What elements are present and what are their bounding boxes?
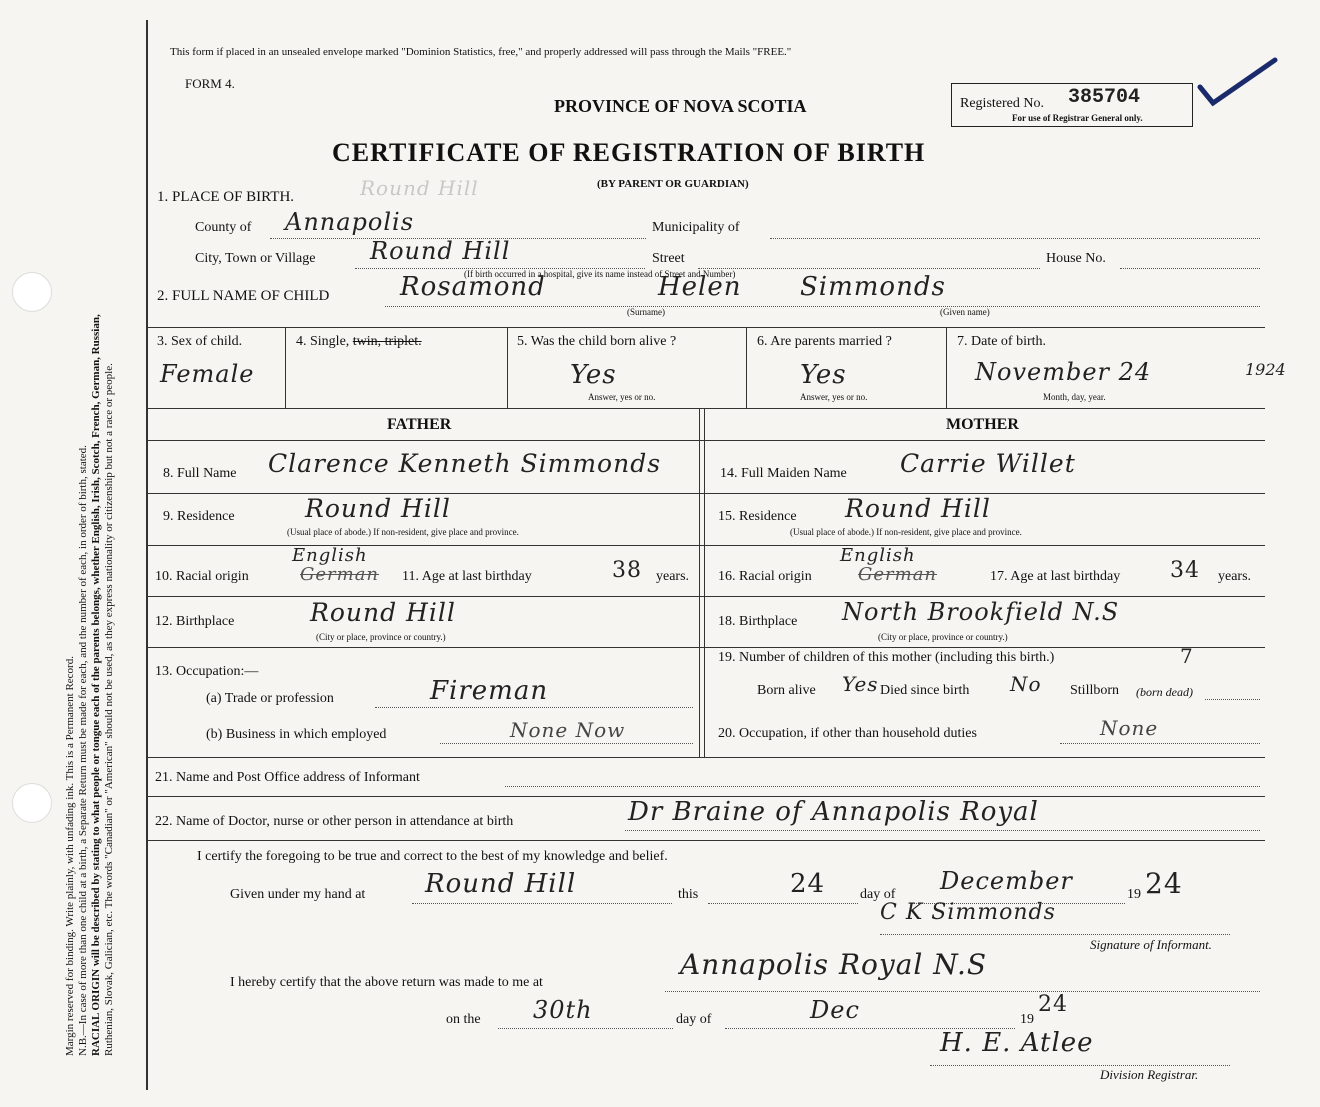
mother-heading: MOTHER (946, 416, 1019, 433)
given-year-prefix: 19 (1127, 887, 1141, 902)
parents-row-rule-3 (148, 596, 1265, 597)
father-name-label: 8. Full Name (163, 466, 237, 481)
father-residence-label: 9. Residence (163, 509, 235, 524)
mother-children-label: 19. Number of children of this mother (including this birth.) (718, 650, 1055, 665)
hospital-note: (If birth occurred in a hospital, give its name instead of Street and Number) (464, 269, 736, 279)
mother-name-value: Carrie Willet (900, 449, 1076, 478)
form-number: FORM 4. (185, 76, 235, 91)
surname-caption: (Surname) (627, 307, 665, 317)
registrar-day-of-label: day of (676, 1012, 712, 1027)
dob-value: November 24 (975, 358, 1152, 386)
mother-name-label: 14. Full Maiden Name (720, 466, 847, 481)
checkmark-icon (1195, 55, 1285, 125)
father-trade-value: Fireman (430, 676, 549, 706)
father-business-value: None Now (510, 718, 626, 742)
registrar-on-label: on the (446, 1012, 481, 1027)
given-day-line (708, 903, 858, 904)
punch-hole-bottom (12, 783, 52, 823)
parents-header-rule (148, 440, 1265, 441)
given-place-value: Round Hill (425, 869, 577, 899)
given-under-hand-label: Given under my hand at (230, 887, 366, 902)
county-label: County of (195, 220, 252, 235)
punch-hole-top (12, 272, 52, 312)
registrar-statement: I hereby certify that the above return was made to me at (230, 975, 543, 990)
registrar-place-value: Annapolis Royal N.S (680, 948, 988, 981)
father-trade-label: (a) Trade or profession (206, 691, 334, 706)
sex-label: 3. Sex of child. (157, 334, 243, 349)
mother-birthplace-label: 18. Birthplace (718, 614, 798, 629)
mother-age-years: years. (1218, 569, 1252, 584)
given-day-value: 24 (790, 869, 826, 899)
certificate-subtitle: (BY PARENT OR GUARDIAN) (597, 178, 749, 190)
born-alive-count-label: Born alive (757, 683, 816, 698)
mother-residence-value: Round Hill (845, 494, 991, 523)
father-racial-label: 10. Racial origin (155, 569, 249, 584)
born-alive-caption: Answer, yes or no. (588, 392, 656, 402)
registrar-day-line (498, 1028, 673, 1029)
parents-married-label: 6. Are parents married ? (757, 334, 892, 349)
born-alive-count-value: Yes (842, 672, 879, 696)
father-age-years: years. (656, 569, 690, 584)
doctor-rule (148, 840, 1265, 841)
father-business-label: (b) Business in which employed (206, 727, 387, 742)
parents-column-divider-b (704, 408, 705, 757)
row-3-divider-4 (946, 327, 947, 408)
registered-label: Registered No. (960, 96, 1044, 111)
parents-column-divider-a (699, 408, 700, 757)
given-place-line (412, 903, 672, 904)
child-surname: Simmonds (800, 272, 946, 302)
registrar-signature: H. E. Atlee (940, 1028, 1094, 1058)
father-racial-struck: German (300, 564, 380, 585)
parents-married-caption: Answer, yes or no. (800, 392, 868, 402)
registrar-signature-line (930, 1065, 1230, 1066)
doctor-label: 22. Name of Doctor, nurse or other person in attendance at birth (155, 814, 514, 829)
mother-children-value: 7 (1180, 644, 1194, 668)
father-age-value: 38 (612, 558, 642, 583)
registrar-year-prefix: 19 (1020, 1012, 1034, 1027)
sex-value: Female (160, 360, 255, 388)
died-since-birth-value: No (1010, 672, 1042, 696)
row-3-divider-3 (746, 327, 747, 408)
father-trade-line (375, 707, 693, 708)
mother-occupation-line (1060, 743, 1260, 744)
county-value: Annapolis (285, 208, 415, 236)
child-given-name-1: Rosamond (400, 272, 546, 302)
postal-notice: This form if placed in an unsealed envelope marked "Dominion Statistics, free," and properly addressed will pass through the Mails "FREE." (170, 46, 792, 58)
registrar-place-line (665, 991, 1260, 992)
died-since-birth-label: Died since birth (880, 683, 970, 698)
given-day-of-label: day of (860, 887, 896, 902)
row-3-divider-2 (507, 327, 508, 408)
city-label: City, Town or Village (195, 251, 316, 266)
registered-number: 385704 (1068, 86, 1141, 109)
father-city-caption: (City or place, province or country.) (316, 632, 446, 642)
parents-bottom-rule (148, 757, 1265, 758)
registrar-day-value: 30th (533, 996, 593, 1024)
certificate-title: CERTIFICATE OF REGISTRATION OF BIRTH (332, 138, 926, 167)
mother-residence-label: 15. Residence (718, 509, 797, 524)
margin-line-3: RACIAL ORIGIN will be described by stating to what people or tongue each of the parents belongs, whether English, Irish, Scotch, French, German, Russian, (90, 314, 102, 1056)
margin-line-4: Ruthenian, Slovak, Galician, etc. The words "Canadian" or "American" should not be used, as they express nationality or citizenship but not a race or people. (103, 363, 115, 1056)
twin-triplet-struck: twin, triplet. (352, 334, 422, 349)
stillborn-line (1205, 699, 1260, 700)
registrar-general-note: For use of Registrar General only. (1012, 113, 1143, 123)
father-birthplace-label: 12. Birthplace (155, 614, 235, 629)
mother-age-value: 34 (1170, 558, 1200, 583)
stillborn-label: Stillborn (1070, 683, 1120, 698)
registrar-year-value: 24 (1038, 992, 1068, 1017)
informant-signature: C K Simmonds (880, 900, 1056, 925)
mother-occupation-value: None (1100, 716, 1159, 740)
born-alive-value: Yes (570, 360, 617, 390)
municipality-line (770, 238, 1260, 239)
stillborn-note: (born dead) (1136, 685, 1193, 699)
margin-line-1: Margin reserved for binding. Write plainly, with unfading ink. This is a Permanent Record. (64, 656, 76, 1056)
dob-caption: Month, day, year. (1043, 392, 1106, 402)
given-month-value: December (940, 867, 1073, 895)
house-label: House No. (1046, 251, 1106, 266)
father-name-value: Clarence Kenneth Simmonds (268, 449, 662, 478)
registrar-month-value: Dec (810, 996, 860, 1024)
row-3-divider-1 (285, 327, 286, 408)
given-this-label: this (678, 887, 699, 902)
given-name-caption: (Given name) (940, 307, 990, 317)
margin-instructions (64, 36, 116, 1056)
dob-year: 1924 (1245, 360, 1286, 379)
parents-married-value: Yes (800, 360, 847, 390)
municipality-label: Municipality of (652, 220, 740, 235)
mother-city-caption: (City or place, province or country.) (878, 632, 1008, 642)
informant-signature-line (880, 934, 1230, 935)
father-occupation-label: 13. Occupation:— (155, 664, 259, 679)
doctor-line (625, 830, 1260, 831)
parents-row-rule-4 (148, 647, 1265, 648)
mother-racial-struck: German (858, 564, 938, 585)
street-line (698, 268, 1040, 269)
informant-line (505, 786, 1260, 787)
father-age-label: 11. Age at last birthday (402, 569, 532, 584)
mother-birthplace-value: North Brookfield N.S (842, 598, 1120, 626)
mother-racial-over: English (840, 545, 916, 566)
father-residence-value: Round Hill (305, 494, 451, 523)
single-label (296, 334, 422, 350)
father-birthplace-value: Round Hill (310, 598, 456, 627)
father-heading: FATHER (387, 416, 452, 433)
born-alive-label: 5. Was the child born alive ? (517, 334, 677, 349)
row-3-top-rule (148, 327, 1265, 328)
single-label-text: 4. Single, (296, 334, 350, 349)
given-year-value: 24 (1145, 867, 1183, 900)
registrar-signature-caption: Division Registrar. (1100, 1067, 1199, 1082)
registration-box (951, 83, 1193, 127)
father-abode-caption: (Usual place of abode.) If non-resident, give place and province. (287, 527, 519, 537)
binding-margin-rule (146, 20, 148, 1090)
house-line (1120, 268, 1260, 269)
certify-statement: I certify the foregoing to be true and correct to the best of my knowledge and belief. (197, 849, 668, 864)
mother-racial-label: 16. Racial origin (718, 569, 812, 584)
child-name-label: 2. FULL NAME OF CHILD (157, 288, 330, 304)
row-3-bottom-rule (148, 408, 1265, 409)
mother-age-label: 17. Age at last birthday (990, 569, 1121, 584)
father-business-line (440, 743, 693, 744)
informant-label: 21. Name and Post Office address of Informant (155, 770, 420, 785)
mother-abode-caption: (Usual place of abode.) If non-resident, give place and province. (790, 527, 1022, 537)
dob-label: 7. Date of birth. (957, 334, 1047, 349)
province-heading: PROVINCE OF NOVA SCOTIA (554, 96, 807, 116)
mother-occupation-label: 20. Occupation, if other than household duties (718, 726, 977, 741)
margin-line-2: N.B.—In case of more than one child at a birth, a Separate Return must be made for each, and the number of each, in order of birth, stated. (77, 445, 89, 1056)
father-racial-over: English (292, 545, 368, 566)
child-given-name-2: Helen (658, 272, 742, 302)
place-of-birth-label: 1. PLACE OF BIRTH. (157, 189, 295, 205)
city-value: Round Hill (370, 237, 511, 265)
place-faint-note: Round Hill (360, 176, 479, 200)
child-name-line (385, 306, 1260, 307)
doctor-value: Dr Braine of Annapolis Royal (628, 797, 1039, 827)
informant-signature-caption: Signature of Informant. (1090, 937, 1212, 952)
street-label: Street (652, 251, 685, 266)
